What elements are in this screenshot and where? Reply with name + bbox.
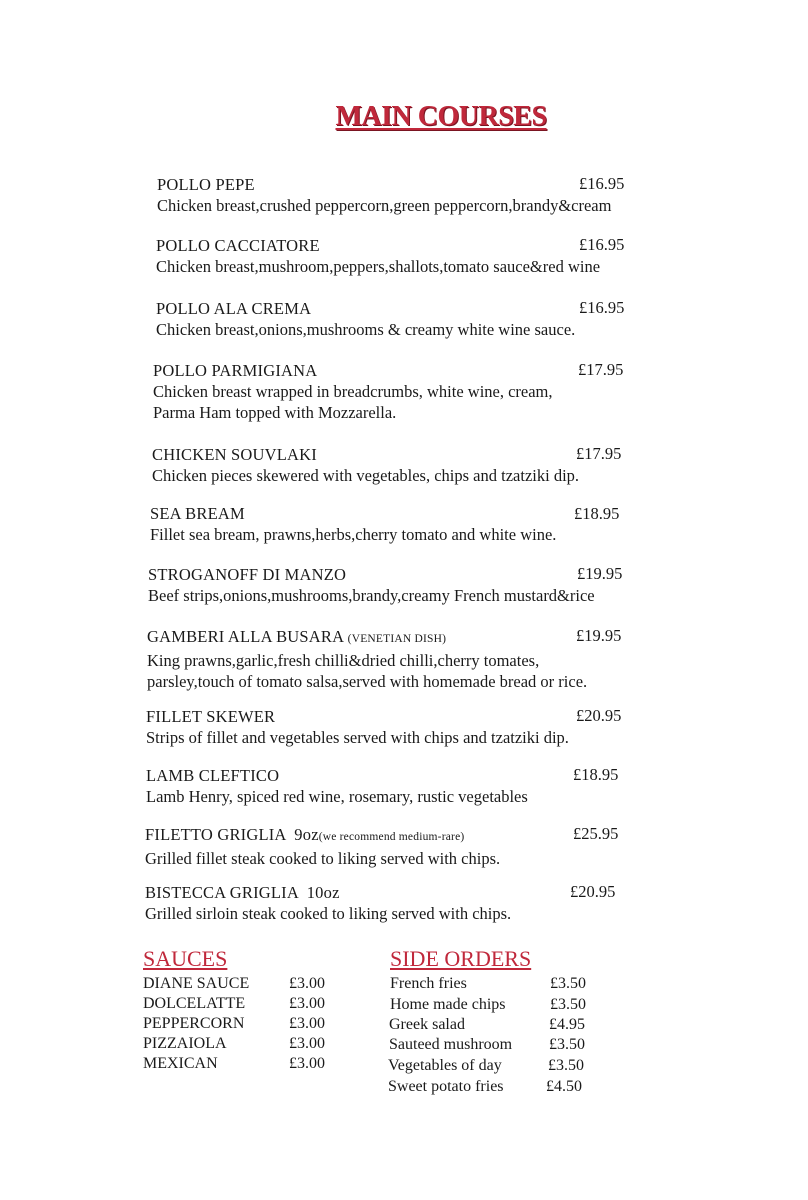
side-name: Greek salad xyxy=(389,1016,465,1033)
menu-item-sea-bream xyxy=(150,503,556,545)
sauce-price: £3.00 xyxy=(289,975,325,992)
menu-item-pollo-parmigiana xyxy=(153,360,553,423)
item-price: £18.95 xyxy=(574,504,620,523)
page-title: MAIN COURSES xyxy=(335,101,547,132)
side-price: £3.50 xyxy=(549,1036,585,1053)
sauce-price: £3.00 xyxy=(289,1015,325,1032)
item-name: STROGANOFF DI MANZO xyxy=(148,565,347,584)
item-name: SEA BREAM xyxy=(150,504,245,523)
sauces-title: SAUCES xyxy=(143,946,228,971)
item-description: Grilled sirloin steak cooked to liking served with chips. xyxy=(145,904,512,923)
item-description: parsley,touch of tomato salsa,served with homemade bread or rice. xyxy=(147,672,588,691)
item-description: Parma Ham topped with Mozzarella. xyxy=(153,403,397,422)
side-price: £3.50 xyxy=(550,975,586,992)
sauce-price: £3.00 xyxy=(289,995,325,1012)
item-note: (we recommend medium-rare) xyxy=(318,831,465,843)
item-price: £16.95 xyxy=(579,298,625,317)
item-name: FILLET SKEWER xyxy=(146,707,276,726)
menu-item-fillet-skewer xyxy=(146,706,569,748)
item-name: LAMB CLEFTICO xyxy=(146,766,280,785)
item-price: £20.95 xyxy=(570,882,616,901)
sauce-price: £3.00 xyxy=(289,1035,325,1052)
side-name: Sauteed mushroom xyxy=(389,1036,513,1053)
item-description: Chicken breast,crushed peppercorn,green peppercorn,brandy&cream xyxy=(157,196,612,215)
menu-item-gamberi-alla-busara xyxy=(147,626,587,692)
item-description: Chicken breast wrapped in breadcrumbs, white wine, cream, xyxy=(153,382,553,401)
menu-item-chicken-souvlaki xyxy=(152,444,579,486)
item-name xyxy=(145,824,500,848)
item-name: POLLO ALA CREMA xyxy=(156,299,312,318)
item-price: £25.95 xyxy=(573,824,619,843)
sauce-name: MEXICAN xyxy=(143,1055,218,1072)
item-price: £19.95 xyxy=(577,564,623,583)
sauce-name: DOLCELATTE xyxy=(143,995,246,1012)
item-price: £16.95 xyxy=(579,235,625,254)
item-name xyxy=(147,626,587,650)
item-name-text: FILETTO GRIGLIA 9oz xyxy=(145,825,319,844)
side-name: Sweet potato fries xyxy=(388,1078,504,1095)
side-price: £3.50 xyxy=(550,996,586,1013)
item-price: £17.95 xyxy=(576,444,622,463)
item-description: Grilled fillet steak cooked to liking served with chips. xyxy=(145,849,501,868)
side-price: £4.95 xyxy=(549,1016,585,1033)
item-name: POLLO PARMIGIANA xyxy=(153,361,318,380)
menu-item-pollo-pepe xyxy=(157,174,611,216)
side-name: French fries xyxy=(390,975,467,992)
item-name: BISTECCA GRIGLIA 10oz xyxy=(145,883,340,902)
sauce-name: DIANE SAUCE xyxy=(143,975,250,992)
item-description: Chicken breast,onions,mushrooms & creamy white wine sauce. xyxy=(156,320,576,339)
item-name: CHICKEN SOUVLAKI xyxy=(152,445,317,464)
item-name: POLLO CACCIATORE xyxy=(156,236,320,255)
item-price: £17.95 xyxy=(578,360,624,379)
item-name-text: GAMBERI ALLA BUSARA xyxy=(147,627,344,646)
menu-item-pollo-ala-crema xyxy=(156,298,575,340)
sauce-name: PEPPERCORN xyxy=(143,1015,245,1032)
side-name: Vegetables of day xyxy=(388,1057,502,1074)
item-description: King prawns,garlic,fresh chilli&dried chilli,cherry tomates, xyxy=(147,651,540,670)
side-price: £4.50 xyxy=(546,1078,582,1095)
item-price: £19.95 xyxy=(576,626,622,645)
item-price: £16.95 xyxy=(579,174,625,193)
menu-item-stroganoff-di-manzo xyxy=(148,564,595,606)
item-description: Lamb Henry, spiced red wine, rosemary, rustic vegetables xyxy=(146,787,528,806)
item-price: £18.95 xyxy=(573,765,619,784)
item-description: Fillet sea bream, prawns,herbs,cherry tomato and white wine. xyxy=(150,525,557,544)
item-description: Strips of fillet and vegetables served with chips and tzatziki dip. xyxy=(146,728,569,747)
item-note: (VENETIAN DISH) xyxy=(347,633,447,645)
side-orders-title: SIDE ORDERS xyxy=(390,946,532,971)
item-description: Beef strips,onions,mushrooms,brandy,creamy French mustard&rice xyxy=(148,586,595,605)
sauce-price: £3.00 xyxy=(289,1055,325,1072)
item-description: Chicken pieces skewered with vegetables, chips and tzatziki dip. xyxy=(152,466,580,485)
item-price: £20.95 xyxy=(576,706,622,725)
menu-item-pollo-cacciatore xyxy=(156,235,600,277)
menu-item-bistecca-griglia xyxy=(145,882,511,924)
side-name: Home made chips xyxy=(390,996,506,1013)
item-name: POLLO PEPE xyxy=(157,175,255,194)
menu-item-filetto-griglia xyxy=(145,824,500,869)
menu-item-lamb-cleftico xyxy=(146,765,528,807)
item-description: Chicken breast,mushroom,peppers,shallots,tomato sauce&red wine xyxy=(156,257,601,276)
side-price: £3.50 xyxy=(548,1057,584,1074)
sauce-name: PIZZAIOLA xyxy=(143,1035,227,1052)
